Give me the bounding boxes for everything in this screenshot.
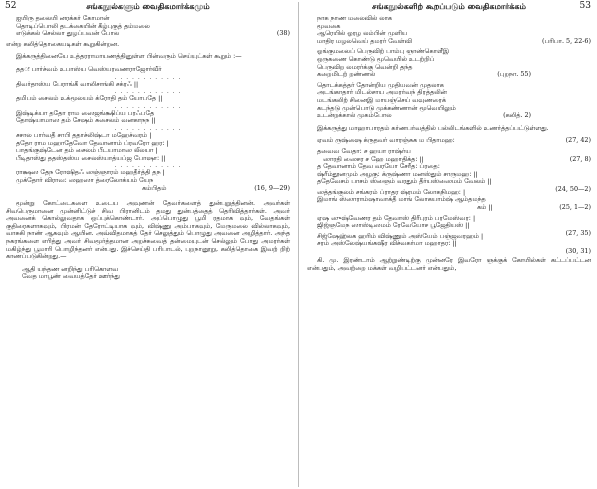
left-page-header (0, 0, 296, 14)
verse-line: ஓங்குமலைப் பெருவிற் பாம்பு ஞாண்கொளீஇ (317, 48, 449, 56)
sanskrit-text: ஏவம் ருஷ்ஷை க்ருதவர் வாரஞ்சுக ம பிதாமஹ: (317, 136, 455, 145)
sanskrit-line: ஸத்தங்குலம் சங்கரம் ப்ராதர ஷ்ரமம் லோகநிமஹ: | (317, 188, 466, 196)
verse-line: தொடக்கத்தர் தோன்றிய முதியவன் முதலாக (317, 81, 444, 89)
verse-line (307, 38, 591, 46)
sanskrit-line: திவர்தாஸ்ய பேராங்கீ வாலிசாங்கி சக்ரஃ || (16, 80, 139, 88)
sanskrit-line: தமிபம் சைலம் உக்மூலயம் க்ரோதி தம் யோபதே || (16, 95, 163, 103)
paragraph (6, 53, 290, 61)
paragraph-text: மூன்று கோட்டைகளை உடைய அவுணன் தேவர்களைத் துன்புறுத்தினன். அவர்கள் சிவபெருமானை முன்னிட்டுச் சிவ பிரானிடம் தமது துன்பத்தைத் தெரிவித்தார்கள். அவர் அவனைக் கொல்லுவதாக ஒப்புக்கொண்டார். அப்பொழுது பூமி ரதமாக வும், வேதங்கள் குதிரைகளாகவும், பிரமன் தேரோட்டியாக வும், விஷ்ணு அம்பாகவும், மேருமலை வில்லாகவும், வாசுகி நாண் ஆகவும் ஆயின. அவ்விதமாகத் தேர் செலுத்தும் பொழுது அவனை அழித்தார். அந்த நகரங்களை எரித்து அவர் சிவமூர்த்தமான அறச்சுவைத் தன்மையுடன் செல்லும் போது அமரர்கள் மகிழ்ந்து பூமாரி பொழிந்தனர் என்பது. இச்செய்தி பரிபாடல், புறநானூறு, கலித்தொகை இவற் றிற் காணப்படுகின்றது.— (6, 199, 290, 261)
left-page-body (6, 15, 290, 281)
verse-reference: (கலித். 2) (503, 111, 531, 120)
sanskrit-line: ததः பார்ச்வம் உபாஸ்ய வெஸ்யரவணராஜோர்வீர் (16, 65, 162, 73)
verse-reference: (16, 9—29) (254, 183, 290, 192)
sanskrit-line: இமாங் ஸ்ஸாராம்ஷாவாக்தீ மாங் லோகயாம்ஷ் ஆம்தமந்த (317, 196, 486, 204)
sanskrit-line: ததேவேசம் பாசம் ஸ்ஞைம் வரதும் தீர்யஸ்ஸைமம் வேலம் || (317, 178, 492, 186)
verse-reference: (24, 50—2) (555, 184, 591, 193)
sanskrit-line: சிஜ்ஷேஹ்லக ஹரிம் விஷ்ணும் அஸ்யேம் பஞ்ஜவரஹம் | (317, 232, 484, 240)
left-page (0, 0, 296, 489)
ellipsis-dots: . . . . . . . . . . . . (114, 73, 182, 81)
sanskrit-line: த தேவானாம் தேவ வரயோ சேரீத: ப்ரதை: (317, 163, 440, 171)
ellipsis-dots: . . . . . . . . . . . . (114, 88, 182, 96)
sanskrit-line: ததோ ராம மஹாதேவோ தேவானாம் ப்ரவரோ ஹர: | (16, 139, 169, 147)
verse-text: மாதிர மழலவெய் தமரர் வேள்வி (317, 36, 412, 45)
verse-line: பெருவிற லமரர்க்கு வென்றி தந்த (317, 63, 413, 71)
sanskrit-line: முக்தோர் விராவ: ஸஹஸா த்ரைலோக்யம் யேந (16, 176, 154, 184)
sanskrit-line: ஷ்ரீம்தூனமும் அழகு: க்ருஷ்ணா மனஸ்தும் சாருமஹ: || (317, 170, 478, 178)
sanskrit-line: சசால பார்வதீ சாபி ததாச்லிஷ்டா மஹேச்வரம் | (16, 131, 152, 139)
sanskrit-line (6, 185, 290, 193)
verse-line: ஆதி யந்தண னறிந்து பரிகொளவ (22, 265, 119, 273)
verse-reference: (30, 31) (565, 247, 591, 256)
sanskrit-line: தவைவ வேதா: ச ஹயா ராஷ்ர்ய (317, 147, 411, 155)
verse-line: மடங்கலிற் சினைஇ மாயஞ்செய் வவுணரைக் (317, 96, 446, 104)
verse-reference: (27, 35) (565, 228, 591, 237)
running-head: சங்கநூல்களும் வைதிகமார்க்கமும் (86, 2, 210, 11)
page-number: 52 (5, 1, 17, 11)
paragraph-text: இக்கருத்தினையே உத்தரராமாயணத்தினுள்ள பின்வரும் செய்யுட்கள் கூறும் :— (16, 52, 242, 61)
right-page (301, 0, 597, 489)
verse-reference: (புறநா. 55) (497, 70, 531, 79)
verse-reference: (பரிபா. 5, 22-6) (542, 36, 591, 45)
verse-line: ஆரெயில் ஓரழ லம்பின் முளிய (317, 30, 408, 38)
verse-line: நாக நாண மலைவில் லாக (317, 15, 392, 22)
sanskrit-line (307, 204, 591, 212)
verse-line (6, 30, 290, 38)
sanskrit-line: பீடிதாஸ்து ததஸ்தஸ்ய சைலஸ்யாத்யப்ஜ போஷா: || (16, 154, 166, 162)
paragraph-text: கி. மு. இரண்டாம் ஆற்றுண்டிற்கு முன்னரே இவரோ ஞக்குக் கோயில்கள் கட்டப்பட்டன என்பதும், அவற்றை மக்கள் வழிபட்டனர் என்பதும், (307, 256, 591, 272)
verse-reference: (27, 8) (569, 154, 591, 163)
sanskrit-text: கம்பிதம் (142, 183, 167, 192)
paragraph (6, 200, 290, 261)
sanskrit-text: ஸாரதி ஸைசர ச ஹே மஹாதிக்த: || (323, 154, 424, 163)
sanskrit-line: ஜிஜ்ஞமேந ஸாஸ்டிஸமம் ரேவேயோச பூஜேதியஸ் || (317, 222, 470, 230)
sanskrit-line (307, 156, 591, 164)
verse-reference: (25, 1—2) (559, 203, 591, 212)
page-gutter (298, 2, 299, 487)
paragraph (307, 257, 591, 272)
page-number: 53 (579, 1, 591, 11)
intro-line: என்ற கலித்தொகையடிகள் கூறுகின்றன. (6, 40, 120, 48)
verse-line: மூவகை (317, 22, 341, 30)
sanskrit-line: ஏஷ ஸுஷ்வேணர தம் தேவாஸ் திரீபுரம் பரமேஸ்வர: | (317, 214, 476, 222)
verse-reference: (38) (276, 29, 290, 38)
sanskrit-line: தோஷ்யாமாஸ தம் சேஷம் சுசைலம் வனகாநந || (16, 117, 156, 125)
verse-line: தொடிப்பொலி தடக்கையின் கீழ்புகுத் தம்மலை (16, 22, 150, 30)
ellipsis-dots: . . . . . . . . . . . . (114, 102, 182, 110)
verse-line (307, 71, 591, 79)
verse-text: கறைமிடற் றண்ணல் (317, 70, 376, 79)
right-page-body (307, 15, 591, 274)
ellipsis-dots: . . . . . . . . . . . . (114, 124, 182, 132)
verse-text: எடுக்கல் செல்லா துழப்பவன் போல (16, 29, 120, 38)
sanskrit-line: ராக்ஷஸ தேந ரோஷிதஃ ஸஞ்ஞாரம் மஹதீர்த்தி தந | (16, 169, 165, 177)
paragraph-text: இக்கருத்து மாஹாபாரதம் கர்ணபர்வத்தில் பல்லிடங்களில் உணர்த்தப்பட்டுள்ளது. (317, 123, 549, 132)
sanskrit-line: பாதங்குஷ்டேன தம் சைலம் பீடயாமாஸ லீலயா | (16, 147, 158, 155)
verse-line: அடங்காதார் மிடல்சாய அமரர்வந் திரத்தலின் (317, 89, 447, 97)
right-page-header (301, 0, 597, 14)
verse-reference: (27, 42) (565, 136, 591, 145)
verse-line: ஒருகணை கொண்டு மூவெயில் உடற்றிப் (317, 55, 435, 63)
paragraph (307, 125, 591, 133)
verse-line: ஐயிரு தலையி னரக்கர் கோமான் (16, 15, 110, 22)
verse-line: கடந்தடு முன்பொடு முக்கண்ணான் மூவெயிலும் (317, 104, 456, 112)
verse-line: வேத மாபூண் வையத்தேர் ஊர்ந்து (22, 273, 120, 281)
verse-line (307, 112, 591, 120)
sanskrit-line: இஷ்டிக்யா ததோ ராம ஸைஜங்க்ஷிப்ய பரஃபதே (16, 109, 155, 117)
ellipsis-dots: . . . . . . . . . . . . (114, 162, 182, 170)
sanskrit-line: சரம் அஸ்லேஷ்யங்கஷீர விச்வகர்மா மஹாதர: || (317, 240, 457, 248)
sanskrit-text: கம் || (477, 203, 493, 212)
verse-text: உடன்றக்கால் முகம்போல (317, 111, 392, 120)
sanskrit-line (307, 137, 591, 145)
running-head: சங்கநூல்களிற் கூறப்படும் வைதிகமார்க்கம் (372, 2, 526, 11)
